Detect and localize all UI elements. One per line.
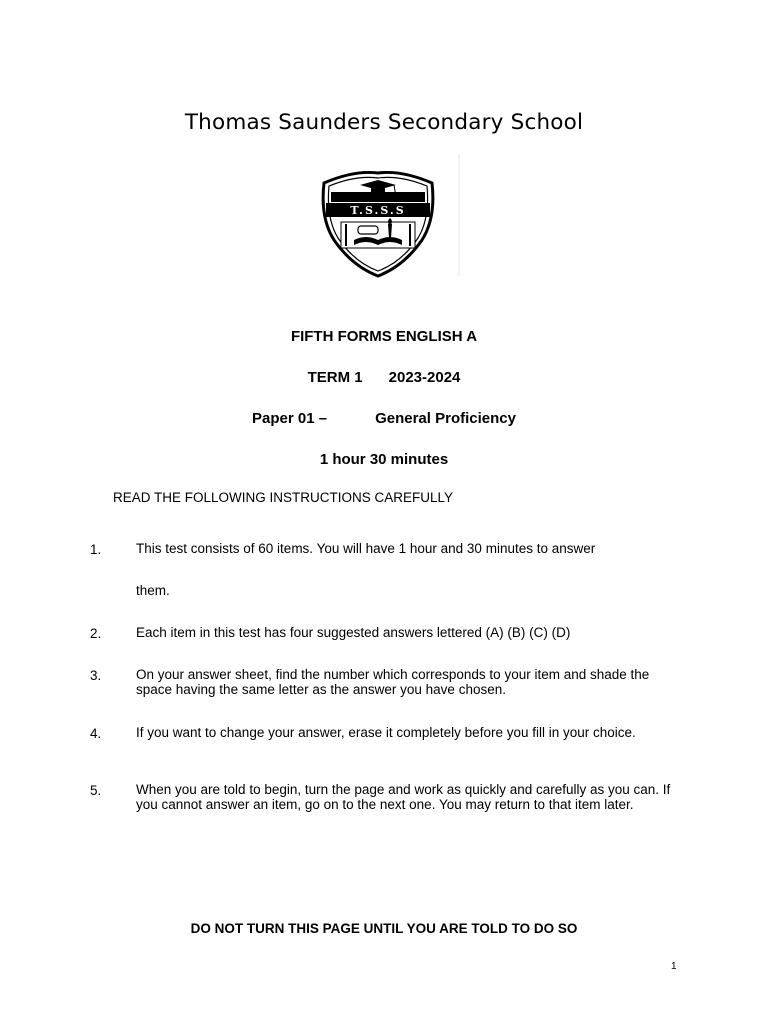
instruction-number: 5. (90, 783, 102, 798)
instruction-number: 3. (90, 668, 102, 683)
exam-title: FIFTH FORMS ENGLISH A (290, 328, 478, 345)
exam-paper: Paper 01 – (252, 410, 328, 427)
instruction-number: 1. (90, 542, 102, 557)
crest-icon (296, 152, 462, 278)
instruction-number: 2. (90, 626, 102, 641)
crest-banner-text: T.S.S.S (350, 204, 406, 217)
exam-year: 2023-2024 (388, 369, 461, 386)
do-not-turn-warning: DO NOT TURN THIS PAGE UNTIL YOU ARE TOLD TO DO SO (190, 921, 578, 936)
exam-proficiency: General Proficiency (375, 410, 516, 427)
instruction-text: Each item in this test has four suggested answers lettered (A) (B) (C) (D) (136, 625, 571, 640)
instruction-text: If you want to change your answer, erase it completely before you fill in your choice. (136, 725, 636, 740)
instructions-title: READ THE FOLLOWING INSTRUCTIONS CAREFULLY (113, 490, 454, 505)
instruction-number: 4. (90, 726, 102, 741)
school-crest (296, 152, 462, 278)
exam-term: TERM 1 (307, 369, 363, 386)
exam-paper-line (0, 410, 768, 427)
exam-term-line (0, 369, 768, 386)
instruction-text: This test consists of 60 items. You will have 1 hour and 30 minutes to answer (136, 541, 596, 556)
instruction-text: When you are told to begin, turn the page and work as quickly and carefully as you can. If you cannot answer an item, go on to the next one. You may return to that item later. (136, 782, 671, 812)
exam-duration: 1 hour 30 minutes (319, 451, 449, 468)
school-name: Thomas Saunders Secondary School (184, 110, 584, 135)
instruction-continuation: them. (136, 583, 170, 598)
instruction-text: On your answer sheet, find the number which corresponds to your item and shade the space having the same letter as the answer you have chosen. (136, 667, 650, 697)
page-number: 1 (671, 961, 677, 972)
